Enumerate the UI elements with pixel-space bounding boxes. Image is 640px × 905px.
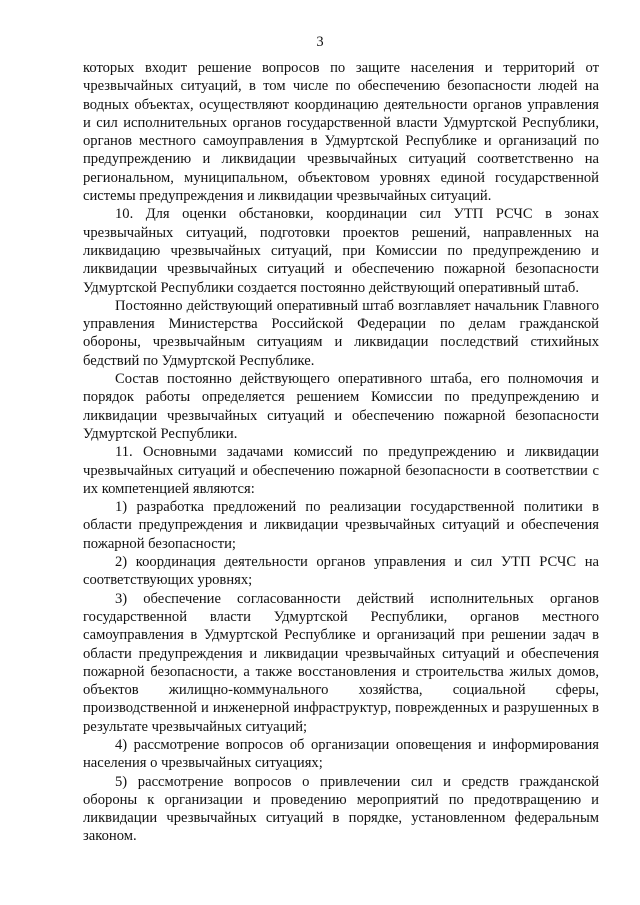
document-body	[83, 59, 599, 846]
paragraph-item-10: 10. Для оценки обстановки, координации сил УТП РСЧС в зонах чрезвычайных ситуаций, подготовки проектов решений, направленных на ликвидацию чрезвычайных ситуаций, при Комиссии по предупреждению и ликвидации чрезвычайных ситуаций и обеспечению пожарной безопасности Удмуртской Республики создается постоянно действующий оперативный штаб.	[83, 206, 599, 296]
list-item-5: 5) рассмотрение вопросов о привлечении сил и средств гражданской обороны к организации и проведению мероприятий по предотвращению и ликвидации чрезвычайных ситуаций в порядке, установленном федеральным законом.	[83, 773, 599, 845]
paragraph-staff-composition: Состав постоянно действующего оперативного штаба, его полномочия и порядок работы определяется решением Комиссии по предупреждению и ликвидации чрезвычайных ситуаций и обеспечению пожарной безопасности Удмуртской Республики.	[83, 371, 599, 442]
list-item-4: 4) рассмотрение вопросов об организации оповещения и информирования населения о чрезвычайных ситуациях;	[83, 736, 599, 772]
paragraph-item-11: 11. Основными задачами комиссий по предупреждению и ликвидации чрезвычайных ситуаций и обеспечению пожарной безопасности в соответствии с их компетенцией являются:	[83, 444, 599, 497]
list-item-3: 3) обеспечение согласованности действий исполнительных органов государственной власти Удмуртской Республики, органов местного самоуправления в Удмуртской Республике и организаций при решении задач в области предупреждения и ликвидации чрезвычайных ситуаций и обеспечения пожарной безопасности, а также восстановления и строительства жилых домов, объектов жилищно-коммунального хозяйства, социальной сферы, производственной и инженерной инфраструктур, поврежденных и разрушенных в результате чрезвычайных ситуаций;	[83, 590, 599, 735]
paragraph-continuation: которых входит решение вопросов по защите населения и территорий от чрезвычайных ситуаций, в том числе по обеспечению безопасности людей на водных объектах, осуществляют координацию деятельности органов управления и сил исполнительных органов государственной власти Удмуртской Республики, органов местного самоуправления в Удмуртской Республике и организаций по предупреждению и ликвидации чрезвычайных ситуаций соответственно на региональном, муниципальном, объектовом уровнях единой государственной системы предупреждения и ликвидации чрезвычайных ситуаций.	[83, 60, 599, 205]
list-item-2: 2) координация деятельности органов управления и сил УТП РСЧС на соответствующих уровнях;	[83, 554, 599, 589]
page-number: 3	[316, 34, 324, 50]
list-item-1: 1) разработка предложений по реализации государственной политики в области предупреждения и ликвидации чрезвычайных ситуаций и обеспечения пожарной безопасности;	[83, 499, 599, 552]
paragraph-staff-head: Постоянно действующий оперативный штаб возглавляет начальник Главного управления Министерства Российской Федерации по делам гражданской обороны, чрезвычайным ситуациям и ликвидации последствий стихийных бедствий по Удмуртской Республике.	[83, 297, 599, 369]
